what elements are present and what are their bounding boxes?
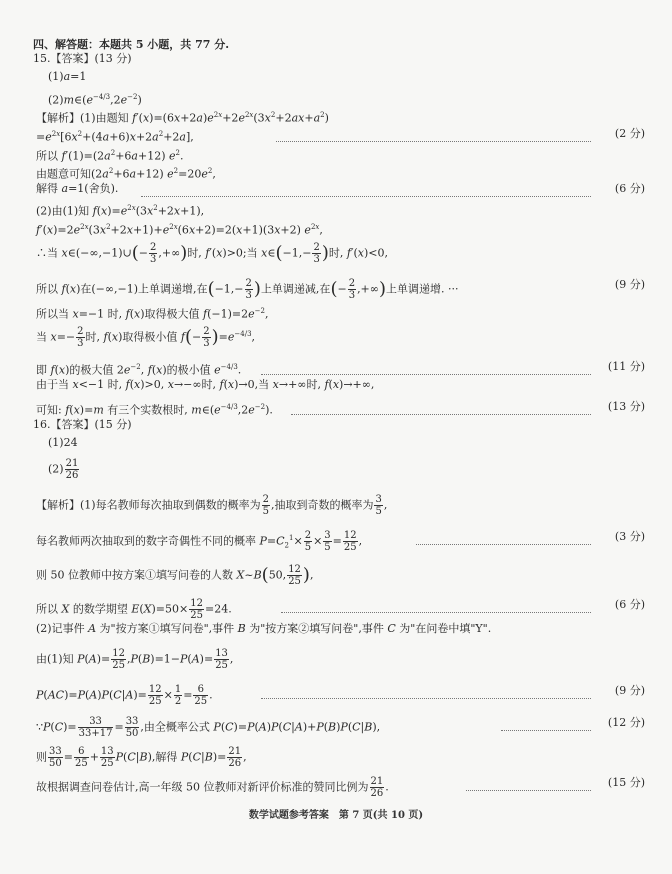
score-label: (13 分) <box>607 400 645 413</box>
q16-answer-2: (2) $\frac{21}{26}$ <box>48 458 79 481</box>
score-label: (2 分) <box>614 127 645 140</box>
q16-solution-line: (2)记事件 A 为"按方案①填写问卷",事件 B 为"按方案②填写问卷",事件 C 为"在问卷中填"Y". <box>36 622 492 635</box>
q16-solution-line: 每名教师两次抽取到的数字奇偶性不同的概率 $P=C_2^1\times$ $\frac{2}{5}$ × $\frac{3}{5}$ = $\frac{12}{25}$ , <box>36 530 636 553</box>
q15-solution-line: 所以 f(x)在(−∞,−1)上单调递增,在(−1,− $\frac{2}{3}$ )上单调递减,在(− $\frac{2}{3}$ ,+∞)上单调递增. ··· <box>36 278 459 301</box>
q16-solution-line: 【解析】(1)每名教师每次抽取到偶数的概率为 $\frac{2}{5}$ ,抽取到奇数的概率为 $\frac{3}{5}$ , <box>36 494 388 517</box>
page-footer: 数学试题参考答案 第 7 页(共 10 页) <box>248 810 424 821</box>
q16-answer-1: (1)24 <box>48 436 78 449</box>
q15-solution-line: ∴当 x∈(−∞,−1)∪(− $\frac{2}{3}$ ,+∞)时, f′(x)>0;当 x∈(−1,− $\frac{2}{3}$ )时, f′(x)<0, <box>36 242 388 265</box>
q16-solution-line: 则 50 位教师中按方案①填写问卷的人数 X~B(50, $\frac{12}{25}$ ), <box>36 564 314 587</box>
q15-solution-line: $=e^{2x}[6x^2+(4a+6)x+2a^2+2a]$, <box>36 127 636 145</box>
score-label: (9 分) <box>614 278 645 291</box>
q15-solution-line: 解得 a=1(舍负). <box>36 182 636 196</box>
score-label: (11 分) <box>607 360 645 373</box>
q16-solution-line: 所以 X 的数学期望 E(X)=50× $\frac{12}{25}$ =24. <box>36 598 636 621</box>
q16-solution-line: P(AC)=P(A)P(C|A)= $\frac{12}{25}$ × $\frac{1}{2}$ = $\frac{6}{25}$ . <box>36 684 636 707</box>
score-label: (3 分) <box>614 530 645 543</box>
score-label: (12 分) <box>607 716 645 729</box>
score-label: (6 分) <box>614 598 645 611</box>
q16-header: 16.【答案】(15 分) <box>33 418 132 431</box>
q15-solution-line: 可知: f(x)=m 有三个实数根时, $m\in(e^{-4/3},2e^{-2})$. <box>36 400 636 418</box>
score-label: (6 分) <box>614 182 645 195</box>
q15-solution-line: (2)由(1)知 $f(x)=e^{2x}(3x^2+2x+1)$, <box>36 204 205 218</box>
q16-solution-line: 由(1)知 P(A)= $\frac{12}{25}$ ,P(B)=1−P(A)= $\frac{13}{25}$ , <box>36 648 234 671</box>
section-header: 四、解答题：本题共 5 小题，共 77 分. <box>33 38 230 51</box>
q15-header: 15.【答案】(13 分) <box>33 52 132 65</box>
q15-solution-line: $f'(x)=2e^{2x}(3x^2+2x+1)+e^{2x}(6x+2)=2(x+1)(3x+2)$ $e^{2x}$, <box>36 223 323 237</box>
score-label: (9 分) <box>614 684 645 697</box>
q16-solution-line: ∵P(C)= $\frac{33}{33+17}$ = $\frac{33}{50}$ ,由全概率公式 P(C)=P(A)P(C|A)+P(B)P(C|B), <box>36 716 636 739</box>
score-label: (15 分) <box>607 776 645 789</box>
q15-solution-line: 即 f(x)的极大值 $2e^{-2}$, f(x)的极小值 $e^{-4/3}$. <box>36 360 636 378</box>
q15-solution-line: 由题意可知$(2a^2+6a+12)$ $e^2=20e^2$, <box>36 167 216 181</box>
q15-solution-line: 【解析】(1)由题知 $f'(x)=(6x+2a)e^{2x}+2e^{2x}(3x^2+2ax+a^2)$ <box>36 111 329 125</box>
q15-solution-line: 由于当 x<−1 时, f(x)>0, x→−∞时, f(x)→0,当 x→+∞时, f(x)→+∞, <box>36 378 375 391</box>
q15-answer-2: $(2)m\in(e^{-4/3},2e^{-2})$ <box>48 93 142 107</box>
q15-solution-line: 当 x=− $\frac{2}{3}$ 时, f(x)取得极小值 f(− $\frac{2}{3}$ )$=e^{-4/3}$, <box>36 326 256 349</box>
q16-solution-line: 故根据调查问卷估计,高一年级 50 位教师对新评价标准的赞同比例为 $\frac{21}{26}$ . <box>36 776 636 799</box>
q16-solution-line: 则 $\frac{33}{50}$ = $\frac{6}{25}$ + $\frac{13}{25}$ P(C|B),解得 P(C|B)= $\frac{21}{26}$ , <box>36 746 247 769</box>
q15-solution-line: 所以当 x=−1 时, f(x)取得极大值 $f(-1)=2e^{-2}$, <box>36 307 269 321</box>
q15-solution-line: 所以 $f'(1)=(2a^2+6a+12)$ $e^2$. <box>36 149 184 163</box>
q15-answer-1: (1)a=1 <box>48 70 87 83</box>
